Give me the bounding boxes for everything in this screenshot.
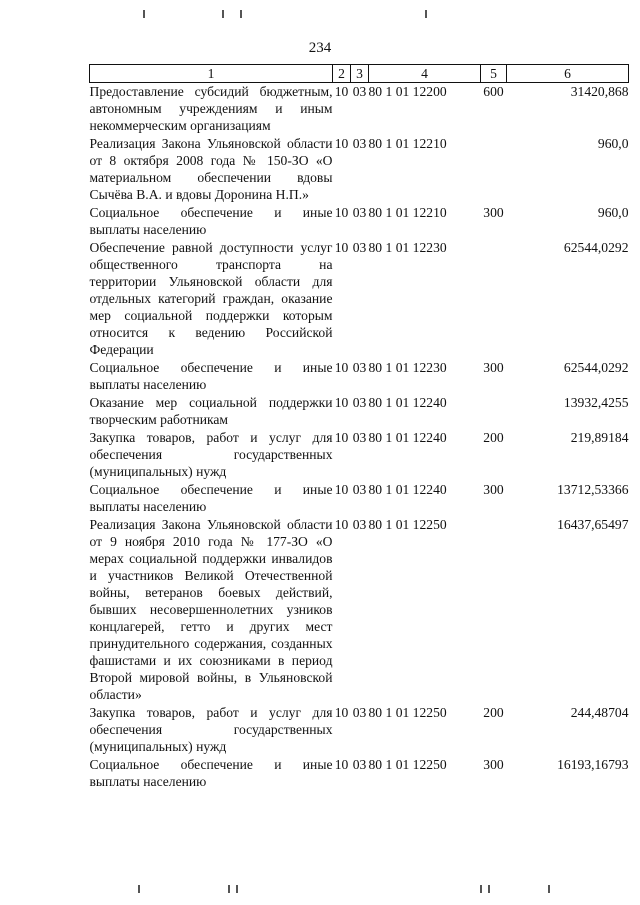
target-article-code: 80 1 01 12230 [368, 360, 447, 375]
expense-type-code [481, 516, 507, 704]
column-header: 3 [351, 65, 369, 83]
table-row [90, 516, 629, 704]
subsection-code: 03 [352, 84, 367, 99]
section-code: 10 [334, 360, 349, 375]
item-name: Реализация Закона Ульяновской области от 9 ноября 2010 года № 177-ЗО «О мерах социальной поддержки инвалидов и участников Великой Отечественной войны, ветеранов боевых действий, бывших несовершеннолетних узников концлагерей, гетто и других мест принудительного содержания, созданных фашистами и их союзниками в период Второй мировой войны, в Ульяновской области» [89, 517, 333, 702]
section-code: 10 [334, 482, 349, 497]
scan-mark [222, 10, 224, 18]
expense-type-code [481, 394, 507, 429]
column-header: 2 [333, 65, 351, 83]
item-name: Закупка товаров, работ и услуг для обеспечения государственных (муниципальных) нужд [89, 430, 333, 479]
amount: 62544,0292 [563, 240, 629, 255]
section-code: 10 [334, 705, 349, 720]
scan-mark [240, 10, 242, 18]
expense-type-code: 200 [483, 430, 504, 445]
target-article-code: 80 1 01 12210 [368, 136, 447, 151]
item-name: Социальное обеспечение и иные выплаты населению [89, 360, 333, 392]
subsection-code: 03 [352, 395, 367, 410]
target-article-code: 80 1 01 12250 [368, 517, 447, 532]
expense-type-code: 300 [483, 482, 504, 497]
scan-mark [425, 10, 427, 18]
target-article-code: 80 1 01 12200 [368, 84, 447, 99]
subsection-code: 03 [352, 205, 367, 220]
item-name: Социальное обеспечение и иные выплаты населению [89, 482, 333, 514]
expense-type-code [481, 135, 507, 204]
section-code: 10 [334, 136, 349, 151]
table-row [90, 429, 629, 481]
item-name: Оказание мер социальной поддержки творческим работникам [89, 395, 333, 427]
column-header: 1 [90, 65, 333, 83]
scan-edge-top [0, 10, 640, 12]
section-code: 10 [334, 395, 349, 410]
section-code: 10 [334, 240, 349, 255]
column-header: 4 [369, 65, 481, 83]
target-article-code: 80 1 01 12230 [368, 240, 447, 255]
item-name: Предоставление субсидий бюджетным, автономным учреждениям и иным некоммерческим организациям [89, 84, 333, 133]
amount: 16437,65497 [557, 517, 629, 532]
scan-mark [138, 885, 140, 893]
expense-type-code: 600 [483, 84, 504, 99]
amount: 13712,53366 [557, 482, 629, 497]
section-code: 10 [334, 517, 349, 532]
subsection-code: 03 [352, 482, 367, 497]
table-row [90, 481, 629, 516]
column-header: 5 [481, 65, 507, 83]
subsection-code: 03 [352, 517, 367, 532]
table-row [90, 394, 629, 429]
table-row [90, 239, 629, 359]
table-row [90, 756, 629, 791]
section-code: 10 [334, 757, 349, 772]
item-name: Реализация Закона Ульяновской области от 8 октября 2008 года № 150-ЗО «О материальном обеспечении вдовы Сычёва В.А. и вдовы Доронина Н.П.» [89, 136, 333, 202]
scan-mark [228, 885, 230, 893]
subsection-code: 03 [352, 757, 367, 772]
target-article-code: 80 1 01 12240 [368, 482, 447, 497]
table-row [90, 359, 629, 394]
scan-mark [143, 10, 145, 18]
scan-mark [548, 885, 550, 893]
target-article-code: 80 1 01 12210 [368, 205, 447, 220]
target-article-code: 80 1 01 12250 [368, 705, 447, 720]
scan-mark [480, 885, 482, 893]
subsection-code: 03 [352, 360, 367, 375]
target-article-code: 80 1 01 12240 [368, 430, 447, 445]
amount: 960,0 [597, 136, 629, 151]
section-code: 10 [334, 84, 349, 99]
amount: 244,48704 [570, 705, 629, 720]
subsection-code: 03 [352, 705, 367, 720]
section-code: 10 [334, 205, 349, 220]
section-code: 10 [334, 430, 349, 445]
item-name: Закупка товаров, работ и услуг для обеспечения государственных (муниципальных) нужд [89, 705, 333, 754]
amount: 31420,868 [570, 84, 629, 99]
scan-mark [488, 885, 490, 893]
scan-edge-bottom [0, 889, 640, 891]
item-name: Обеспечение равной доступности услуг общественного транспорта на территории Ульяновской области для отдельных категорий граждан, оказание мер социальной поддержки которым относится к ведению Российской Федерации [89, 240, 333, 357]
expense-type-code: 300 [483, 360, 504, 375]
amount: 16193,16793 [557, 757, 629, 772]
subsection-code: 03 [352, 136, 367, 151]
expense-type-code: 300 [483, 205, 504, 220]
column-header: 6 [507, 65, 629, 83]
budget-table [89, 64, 629, 791]
amount: 62544,0292 [563, 360, 629, 375]
expense-type-code: 200 [483, 705, 504, 720]
amount: 960,0 [597, 205, 629, 220]
amount: 219,89184 [570, 430, 629, 445]
page-number: 234 [308, 40, 332, 56]
table-row [90, 704, 629, 756]
target-article-code: 80 1 01 12250 [368, 757, 447, 772]
expense-type-code [481, 239, 507, 359]
item-name: Социальное обеспечение и иные выплаты населению [89, 757, 333, 789]
scan-mark [236, 885, 238, 893]
table-row [90, 135, 629, 204]
subsection-code: 03 [352, 430, 367, 445]
target-article-code: 80 1 01 12240 [368, 395, 447, 410]
column-number-row [90, 65, 629, 83]
amount: 13932,4255 [563, 395, 629, 410]
expense-type-code: 300 [483, 757, 504, 772]
item-name: Социальное обеспечение и иные выплаты населению [89, 205, 333, 237]
subsection-code: 03 [352, 240, 367, 255]
table-row [90, 204, 629, 239]
table-row [90, 83, 629, 136]
